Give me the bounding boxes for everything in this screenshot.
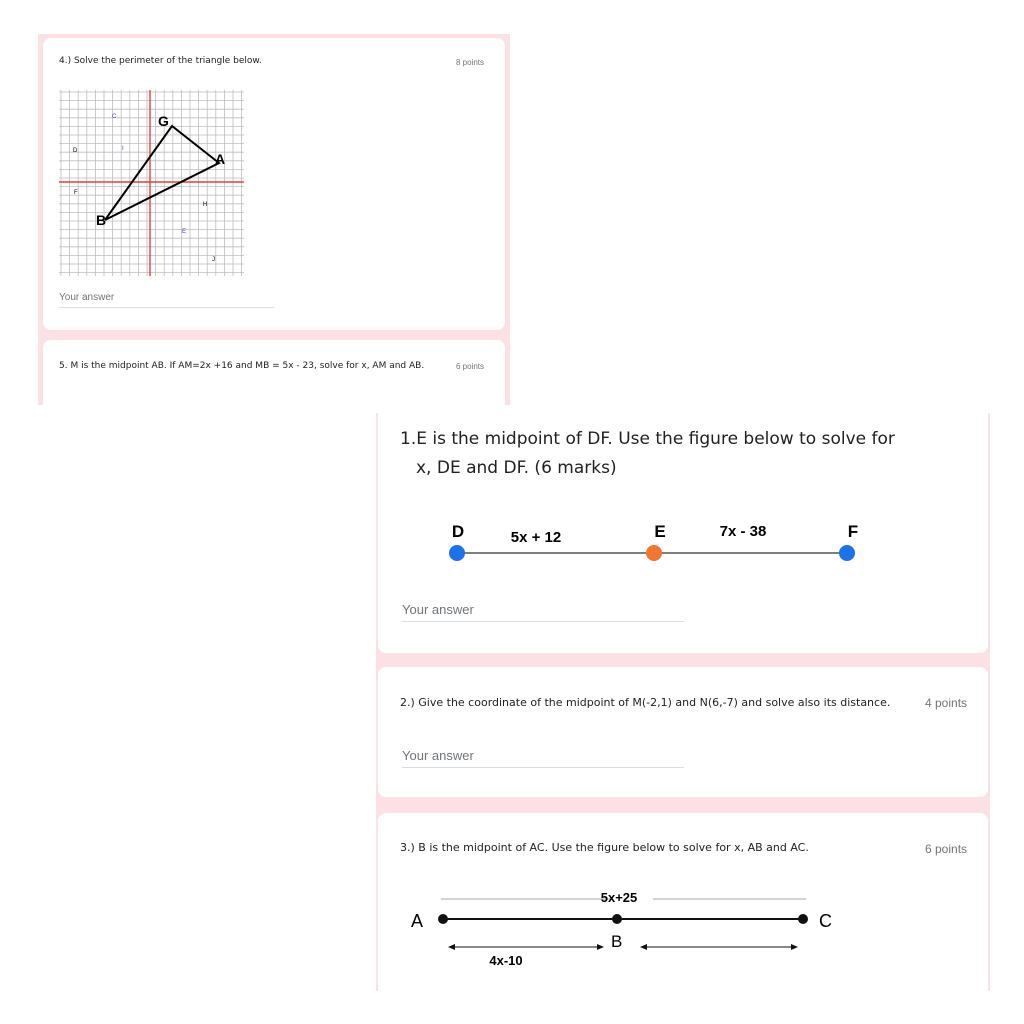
- question-5-points: 6 points: [456, 362, 485, 371]
- point-label-j: J: [212, 257, 215, 263]
- question-1-answer-field[interactable]: Your answer: [402, 602, 684, 622]
- form-screenshot-top: [38, 34, 510, 405]
- point-label-f: F: [74, 190, 78, 196]
- point-label-h: H: [203, 202, 208, 208]
- vertex-label-g: G: [158, 113, 169, 129]
- question-4-text: 4.) Solve the perimeter of the triangle below.: [59, 56, 262, 66]
- question-5-text: 5. M is the midpoint AB. If AM=2x +16 and MB = 5x - 23, solve for x, AM and AB.: [59, 361, 425, 371]
- point-b-dot: [612, 914, 622, 924]
- question-1-line-1: 1.E is the midpoint of DF. Use the figure below to solve for: [400, 429, 895, 449]
- point-a-dot: [438, 914, 448, 924]
- segment-de-label: 5x + 12: [510, 529, 562, 546]
- triangle-gab: [105, 126, 219, 220]
- question-2-answer-field[interactable]: Your answer: [402, 748, 684, 768]
- label-c: C: [819, 911, 832, 931]
- segment-abc-figure: [398, 881, 848, 971]
- question-card-2: [378, 667, 988, 797]
- question-2-points: 4 points: [925, 696, 968, 710]
- point-label-e: E: [182, 229, 187, 235]
- whole-length-label: 5x+25: [600, 890, 638, 905]
- point-f-dot: [839, 545, 855, 561]
- point-c-dot: [798, 914, 808, 924]
- question-2-text: 2.) Give the coordinate of the midpoint of M(-2,1) and N(6,-7) and solve also its distance.: [400, 696, 891, 709]
- segment-def-figure: [438, 513, 878, 573]
- part-ab-label: 4x-10: [489, 953, 523, 968]
- label-f: F: [847, 522, 859, 541]
- question-3-text: 3.) B is the midpoint of AC. Use the figure below to solve for x, AB and AC.: [400, 841, 809, 854]
- point-label-d: D: [73, 148, 78, 154]
- label-a: A: [411, 911, 424, 931]
- form-screenshot-bottom: [376, 413, 990, 991]
- point-label-i: I: [122, 146, 124, 152]
- vertex-label-b: B: [96, 212, 107, 228]
- point-d-dot: [449, 545, 465, 561]
- question-card-1: [378, 413, 988, 653]
- question-card-3: [378, 813, 988, 991]
- label-d: D: [451, 522, 465, 541]
- label-b: B: [611, 932, 623, 951]
- question-4-answer-field[interactable]: Your answer: [59, 292, 274, 308]
- question-4-points: 8 points: [456, 58, 485, 67]
- question-card-5: [43, 340, 505, 405]
- label-e: E: [654, 522, 666, 541]
- coordinate-grid-figure: [59, 90, 249, 280]
- question-card-4: [43, 38, 505, 330]
- question-3-points: 6 points: [925, 842, 968, 856]
- point-label-c: C: [112, 114, 117, 120]
- point-e-dot: [646, 545, 662, 561]
- segment-ef-label: 7x - 38: [719, 523, 767, 540]
- question-1-line-2: x, DE and DF. (6 marks): [416, 458, 617, 478]
- vertex-label-a: A: [215, 151, 226, 167]
